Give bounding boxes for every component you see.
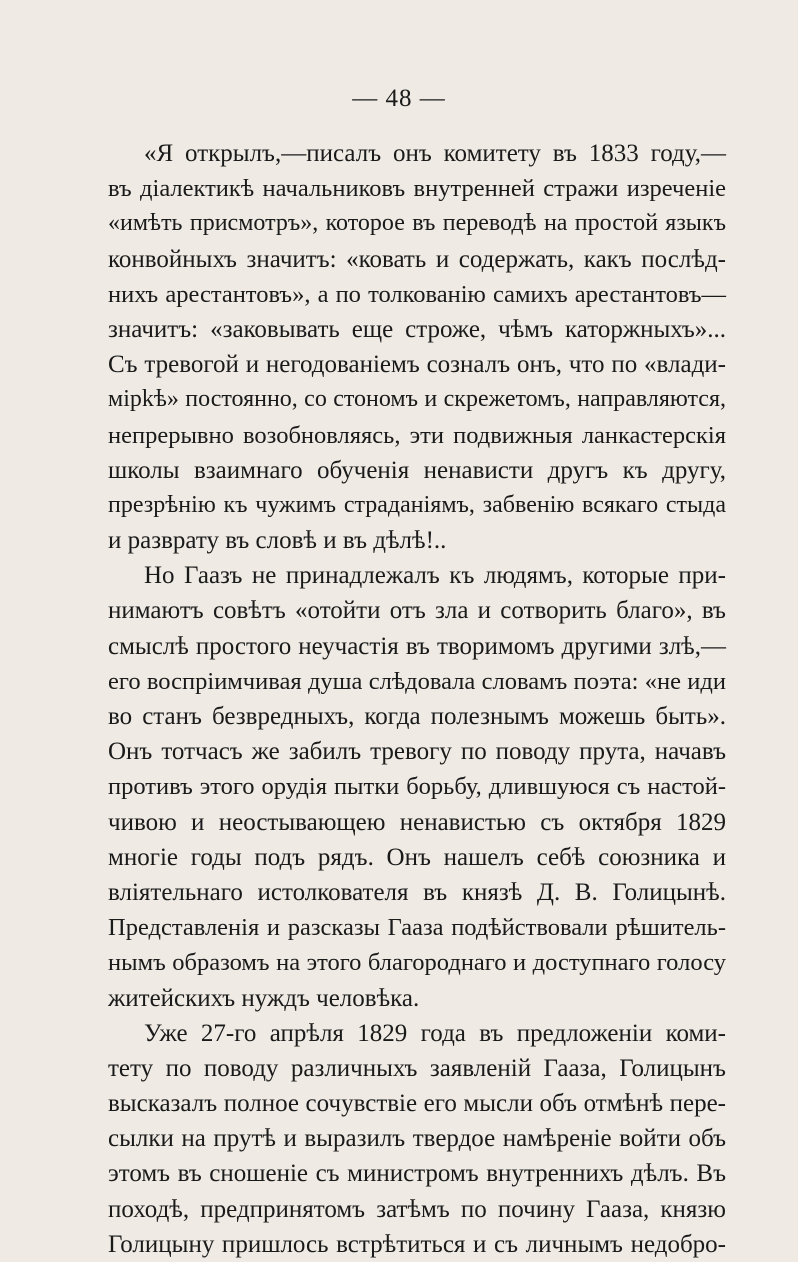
text-line: этомъ въ сношеніе съ министромъ внутреннихъ дѣлъ. Въ	[108, 1160, 726, 1188]
text-line: Голицыну пришлось встрѣтиться и съ личнымъ недобро-	[108, 1230, 726, 1258]
text-line: Представленія и разсказы Гааза подѣйствовали рѣшитель-	[108, 914, 726, 942]
text-line: высказалъ полное сочувствіе его мысли объ отмѣнѣ пере-	[108, 1090, 726, 1118]
text-line: житейскихъ нуждъ человѣка.	[108, 984, 420, 1012]
text-line: во станъ безвредныхъ, когда полезнымъ можешь быть».	[108, 703, 726, 730]
text-line: Съ тревогой и негодованіемъ созналъ онъ, что по «влади-	[108, 351, 726, 379]
text-line: значитъ: «заковывать еще строже, чѣмъ каторжныхъ»...	[108, 315, 726, 343]
text-line: смыслѣ простого неучастія въ творимомъ другими злѣ,—	[108, 632, 726, 660]
text-line: нихъ арестантовъ», а по толкованію самихъ арестантовъ—	[108, 280, 726, 308]
text-line: непрерывно возобновляясь, эти подвижныя ланкастерскія	[108, 421, 726, 449]
text-line: многіе годы подъ рядъ. Онъ нашелъ себѣ союзника и	[108, 843, 726, 871]
page-number: — 48 —	[352, 85, 446, 112]
text-line: презрѣнію къ чужимъ страданіямъ, забвенію всякаго стыда	[108, 491, 726, 518]
text-line: сылки на прутѣ и выразилъ твердое намѣреніе войти объ	[108, 1125, 726, 1153]
text-line: Онъ тотчасъ же забилъ тревогу по поводу прута, начавъ	[108, 738, 726, 766]
body-text	[108, 136, 726, 1262]
text-line: «Я открылъ,—писалъ онъ комитету въ 1833 году,—	[144, 140, 726, 167]
text-line: чивою и неостывающею ненавистью съ октября 1829	[108, 808, 726, 836]
text-line: Но Гаазъ не принадлежалъ къ людямъ, которые при-	[144, 562, 726, 590]
text-line: конвойныхъ значитъ: «ковать и содержать, какъ послѣд-	[108, 245, 726, 273]
text-line: въ діалектикѣ начальниковъ внутренней стражи изреченіе	[108, 175, 726, 203]
text-line: противъ этого орудія пытки борьбу, длившуюся съ настой-	[108, 773, 726, 801]
text-line: нимаютъ совѣтъ «отойти отъ зла и сотворить благо», въ	[108, 597, 726, 625]
text-line: и разврату въ словѣ и въ дѣлѣ!..	[108, 527, 447, 555]
text-line: Уже 27-го апрѣля 1829 года въ предложеніи коми-	[144, 1019, 726, 1047]
text-line: «имѣть присмотръ», которое въ переводѣ на простой языкъ	[108, 210, 726, 237]
text-line: школы взаимнаго обученія ненависти другъ къ другу,	[108, 456, 726, 484]
text-line: походѣ, предпринятомъ затѣмъ по почину Гааза, князю	[108, 1195, 726, 1223]
text-line: вліятельнаго истолкователя въ князѣ Д. В. Голицынѣ.	[108, 878, 726, 906]
text-line: тету по поводу различныхъ заявленій Гааза, Голицынъ	[108, 1054, 726, 1082]
text-line: мірkѣ» постоянно, со стономъ и скрежетомъ, направляются,	[108, 386, 726, 413]
text-line: нымъ образомъ на этого благороднаго и доступнаго голосу	[108, 949, 726, 977]
text-line: его воспріимчивая душа слѣдовала словамъ поэта: «не иди	[108, 667, 726, 695]
